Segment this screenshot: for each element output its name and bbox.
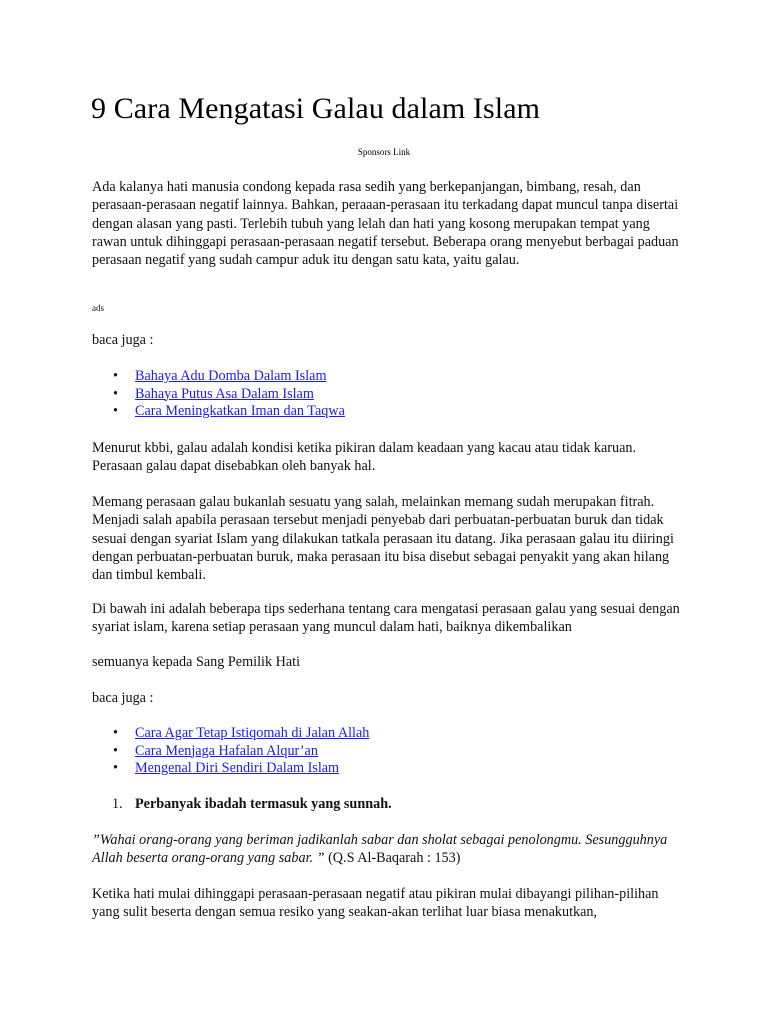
numbered-item-text: Perbanyak ibadah termasuk yang sunnah. bbox=[135, 796, 392, 812]
quote-text: ”Wahai orang-orang yang beriman jadikanlah sabar dan sholat sebagai penolongmu. Sesungguhnya Allah beserta orang-orang yang sabar. ” bbox=[92, 832, 668, 867]
tips-intro-continued: semuanya kepada Sang Pemilik Hati bbox=[92, 654, 301, 670]
related-link[interactable]: Cara Menjaga Hafalan Alqur’an bbox=[135, 742, 318, 759]
related-link[interactable]: Cara Meningkatkan Iman dan Taqwa bbox=[135, 403, 345, 420]
list-item bbox=[92, 743, 369, 761]
quote-reference: (Q.S Al-Baqarah : 153) bbox=[324, 850, 461, 867]
bullet-icon: • bbox=[113, 725, 118, 741]
article-title: 9 Cara Mengatasi Galau dalam Islam bbox=[91, 92, 541, 125]
intro-paragraph: Ada kalanya hati manusia condong kepada rasa sedih yang berkepanjangan, bimbang, resah, dan perasaan-perasaan negatif lainnya. Bahkan, peraaan-perasaan itu terkadang dapat muncul tanpa disertai dengan alasan yang pasti. Terlebih tubuh yang lelah dan hati yang kosong merupakan tempat yang rawan untuk dihinggapi perasaan-perasaan negatif tersebut. Beberapa orang menyebut berbagai paduan perasaan negatif yang sudah campur aduk itu dengan satu kata, yaitu galau. bbox=[92, 179, 679, 269]
quran-quote bbox=[92, 831, 692, 868]
related-link[interactable]: Bahaya Adu Domba Dalam Islam bbox=[135, 368, 327, 384]
related-links-list-2 bbox=[92, 725, 369, 778]
related-link[interactable]: Mengenal Diri Sendiri Dalam Islam bbox=[135, 760, 340, 777]
list-item bbox=[92, 403, 345, 421]
explanation-paragraph: Memang perasaan galau bukanlah sesuatu yang salah, melainkan memang sudah merupakan fitrah. Menjadi salah apabila perasaan tersebut menjadi penyebab dari perbuatan-perbuatan buruk dan tidak sesuai dengan syariat Islam yang dilakukan tatkala perasaan itu datang. Jika perasaan galau itu diiringi dengan perbuatan-perbuatan buruk, maka perasaan itu bisa disebut sebagai penyakit yang akan hilang dan timbul kembali. bbox=[92, 494, 674, 584]
list-item bbox=[92, 760, 369, 778]
read-also-label-2: baca juga : bbox=[92, 690, 154, 706]
bullet-icon: • bbox=[113, 385, 118, 402]
list-item bbox=[92, 725, 369, 743]
related-links-list-1 bbox=[92, 368, 345, 421]
tips-intro-paragraph: Di bawah ini adalah beberapa tips sederhana tentang cara mengatasi perasaan galau yang sesuai dengan syariat islam, karena setiap perasaan yang muncul dalam hati, baiknya dikembalikan bbox=[92, 601, 680, 636]
related-link[interactable]: Cara Agar Tetap Istiqomah di Jalan Allah bbox=[135, 725, 370, 741]
definition-paragraph: Menurut kbbi, galau adalah kondisi ketika pikiran dalam keadaan yang kacau atau tidak karuan. Perasaan galau dapat disebabkan oleh banyak hal. bbox=[92, 440, 637, 475]
list-number: 1. bbox=[112, 796, 123, 812]
closing-paragraph: Ketika hati mulai dihinggapi perasaan-perasaan negatif atau pikiran mulai dibayangi pilihan-pilihan yang sulit beserta dengan semua resiko yang seakan-akan terlihat luar biasa menakutkan, bbox=[92, 886, 659, 921]
related-link[interactable]: Bahaya Putus Asa Dalam Islam bbox=[135, 385, 314, 402]
bullet-icon: • bbox=[113, 742, 118, 759]
list-item bbox=[92, 368, 345, 386]
read-also-label-1: baca juga : bbox=[92, 332, 154, 348]
ads-label: ads bbox=[92, 303, 104, 313]
sponsor-label: Sponsors Link bbox=[357, 147, 411, 157]
bullet-icon: • bbox=[113, 760, 118, 777]
numbered-item-1 bbox=[112, 795, 392, 813]
bullet-icon: • bbox=[113, 368, 118, 384]
bullet-icon: • bbox=[113, 403, 118, 420]
list-item bbox=[92, 386, 345, 404]
